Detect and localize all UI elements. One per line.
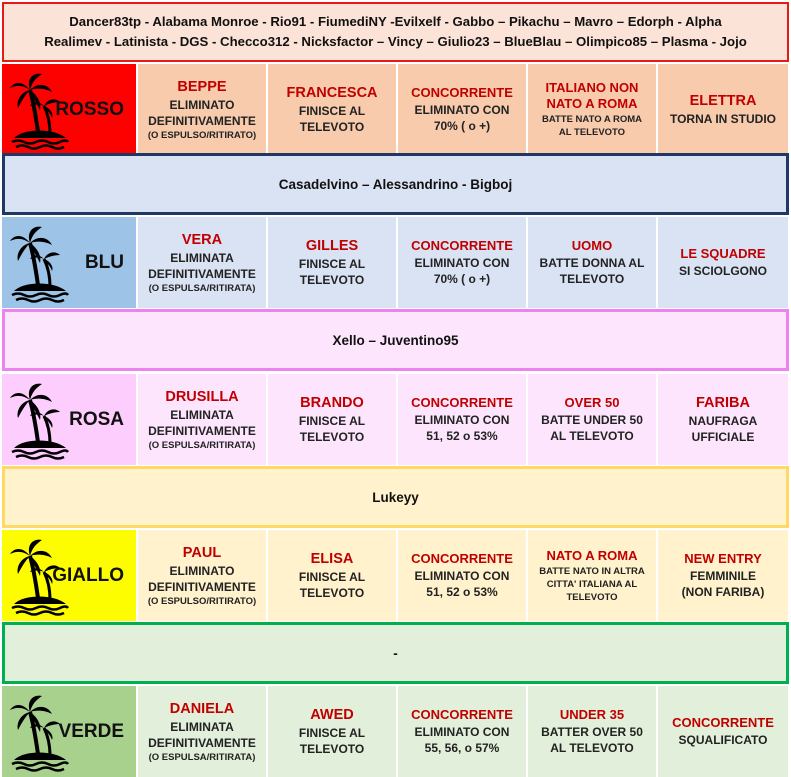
palm-island-icon [8,380,70,460]
rule-text: TELEVOTO [299,430,365,444]
rule-cell [138,64,268,155]
rule-cell [268,217,398,308]
rule-text: SI SCIOLGONO [678,264,767,278]
rule-text: UFFICIALE [691,430,755,444]
rule-title: CONCORRENTE [672,715,774,730]
players-line-1: Dancer83tp - Alabama Monroe - Rio91 - FiumediNY -Evilxelf - Gabbo – Pikachu – Mavro – Edorph - Alpha [69,14,722,29]
rule-cell [398,217,528,308]
rule-title: FRANCESCA [286,85,378,101]
rule-note: BATTE NATO IN ALTRA [539,565,645,577]
rule-cell [658,217,788,308]
rule-text: ELIMINATA [170,250,234,265]
team-row-blu [2,217,789,308]
rule-cell [528,686,658,777]
rule-cell [138,217,268,308]
rule-text: ELIMINATA [170,719,234,734]
rule-text: 70% ( o +) [433,119,491,133]
rule-text: TORNA IN STUDIO [669,112,776,126]
rule-text: FEMMINILE [690,569,756,583]
players-list [2,2,789,62]
rule-title: CONCORRENTE [411,395,513,410]
group-members: - [393,645,398,661]
rule-cell [398,64,528,155]
rule-text: TELEVOTO [299,120,365,134]
group-members: Lukeyy [372,489,419,505]
rule-cell [138,374,268,465]
rule-text: FINISCE AL [298,414,366,428]
palm-island-icon [8,223,70,303]
rule-cell [658,374,788,465]
rule-text: FINISCE AL [298,104,366,118]
rule-cell [528,530,658,621]
rule-cell [658,64,788,155]
group-bar [2,153,789,215]
rule-title-line-2: NATO A ROMA [546,96,638,111]
rule-title: ELETTRA [689,93,757,109]
rule-cell [658,686,788,777]
rule-text: BATTE DONNA AL [539,256,645,270]
rule-cell [268,530,398,621]
rule-text: 70% ( o +) [433,272,491,286]
rule-text: FINISCE AL [298,257,366,271]
rule-title: FARIBA [696,395,750,411]
group-members: Xello – Juventino95 [332,332,459,348]
rule-cell [398,686,528,777]
team-row-verde [2,686,789,777]
rule-text: DEFINITIVAMENTE [148,113,256,128]
rule-note: BATTE NATO A ROMA [541,114,643,125]
rule-cell [268,374,398,465]
rule-text: TELEVOTO [299,586,365,600]
rule-text: TELEVOTO [559,272,625,286]
rule-note: (O ESPULSO/RITIRATO) [147,129,257,141]
rule-title: CONCORRENTE [411,85,513,100]
rule-note: (O ESPULSA/RITIRATA) [148,282,256,294]
rule-text: 55, 56, o 57% [424,741,500,755]
rule-text: ELIMINATO CON [414,413,510,427]
rule-note: CITTA' ITALIANA AL [546,578,638,590]
rule-title: VERA [181,231,223,248]
rule-text: DEFINITIVAMENTE [148,735,256,750]
team-name: BLU [84,251,124,273]
rule-title: GILLES [305,238,359,254]
rule-cell [658,530,788,621]
rule-text: SQUALIFICATO [678,733,768,747]
rule-title: CONCORRENTE [411,551,513,566]
rule-text: ELIMINATO CON [414,103,510,117]
rule-text: ELIMINATO [169,563,235,578]
team-label [2,686,138,777]
rule-text: FINISCE AL [298,726,366,740]
team-label [2,217,138,308]
rule-text: ELIMINATO CON [414,256,510,270]
rule-title: BRANDO [300,395,364,411]
team-row-rosa [2,374,789,465]
rule-title: UOMO [571,238,613,253]
rule-title: CONCORRENTE [411,238,513,253]
rule-title: AWED [310,707,354,723]
team-row-rosso [2,64,789,155]
rule-title: OVER 50 [564,395,620,410]
rule-text: ELIMINATO CON [414,725,510,739]
rule-cell [268,64,398,155]
rule-text: (NON FARIBA) [681,585,765,599]
team-name: VERDE [58,720,124,742]
rule-text: AL TELEVOTO [550,741,634,755]
rule-text: TELEVOTO [299,273,365,287]
rule-cell [268,686,398,777]
rule-text: ELIMINATO [169,97,235,112]
rule-cell [528,217,658,308]
rule-text: TELEVOTO [299,742,365,756]
rule-cell [138,530,268,621]
rule-title: ITALIANO NON [545,80,639,95]
rule-note: AL TELEVOTO [558,127,626,138]
rule-note: TELEVOTO [566,591,618,603]
rule-cell [138,686,268,777]
rule-text: BATTE UNDER 50 [541,413,643,427]
team-label [2,64,138,155]
rule-note: (O ESPULSO/RITIRATO) [147,595,257,607]
rule-title: LE SQUADRE [680,246,766,261]
rule-title: BEPPE [177,78,227,95]
players-line-2: Realimev - Latinista - DGS - Checco312 - Nicksfactor – Vincy – Giulio23 – BlueBlau – Olimpico85 – Plasma - Jojo [44,34,747,49]
rule-cell [528,64,658,155]
rule-title: NATO A ROMA [546,547,638,563]
rule-title: UNDER 35 [559,707,625,722]
rule-text: AL TELEVOTO [550,429,634,443]
rule-text: BATTER OVER 50 [541,725,643,739]
rule-text: FINISCE AL [298,570,366,584]
team-name: GIALLO [52,564,124,586]
rule-title: ELISA [310,551,354,567]
rule-text: 51, 52 o 53% [426,429,498,443]
rule-title: DRUSILLA [165,388,239,405]
rule-title: NEW ENTRY [684,551,762,566]
group-bar [2,466,789,528]
rule-title: DANIELA [169,700,235,717]
team-name: ROSA [69,408,124,430]
rule-text: DEFINITIVAMENTE [148,423,256,438]
rule-text: DEFINITIVAMENTE [148,266,256,281]
team-row-giallo [2,530,789,621]
rule-text: ELIMINATA [170,407,234,422]
rule-title: CONCORRENTE [411,707,513,722]
rule-text: 51, 52 o 53% [426,585,498,599]
team-name: ROSSO [55,98,124,120]
group-bar [2,622,789,684]
rule-text: ELIMINATO CON [414,569,510,583]
rule-text: NAUFRAGA [688,414,758,428]
rule-note: (O ESPULSA/RITIRATA) [148,439,256,451]
rule-text: DEFINITIVAMENTE [148,579,256,594]
rule-cell [528,374,658,465]
group-bar [2,309,789,371]
rule-title: PAUL [182,544,222,561]
team-label [2,374,138,465]
rule-cell [398,530,528,621]
group-members: Casadelvino – Alessandrino - Bigboj [278,176,513,192]
rule-cell [398,374,528,465]
team-label [2,530,138,621]
rule-note: (O ESPULSA/RITIRATA) [148,751,256,763]
